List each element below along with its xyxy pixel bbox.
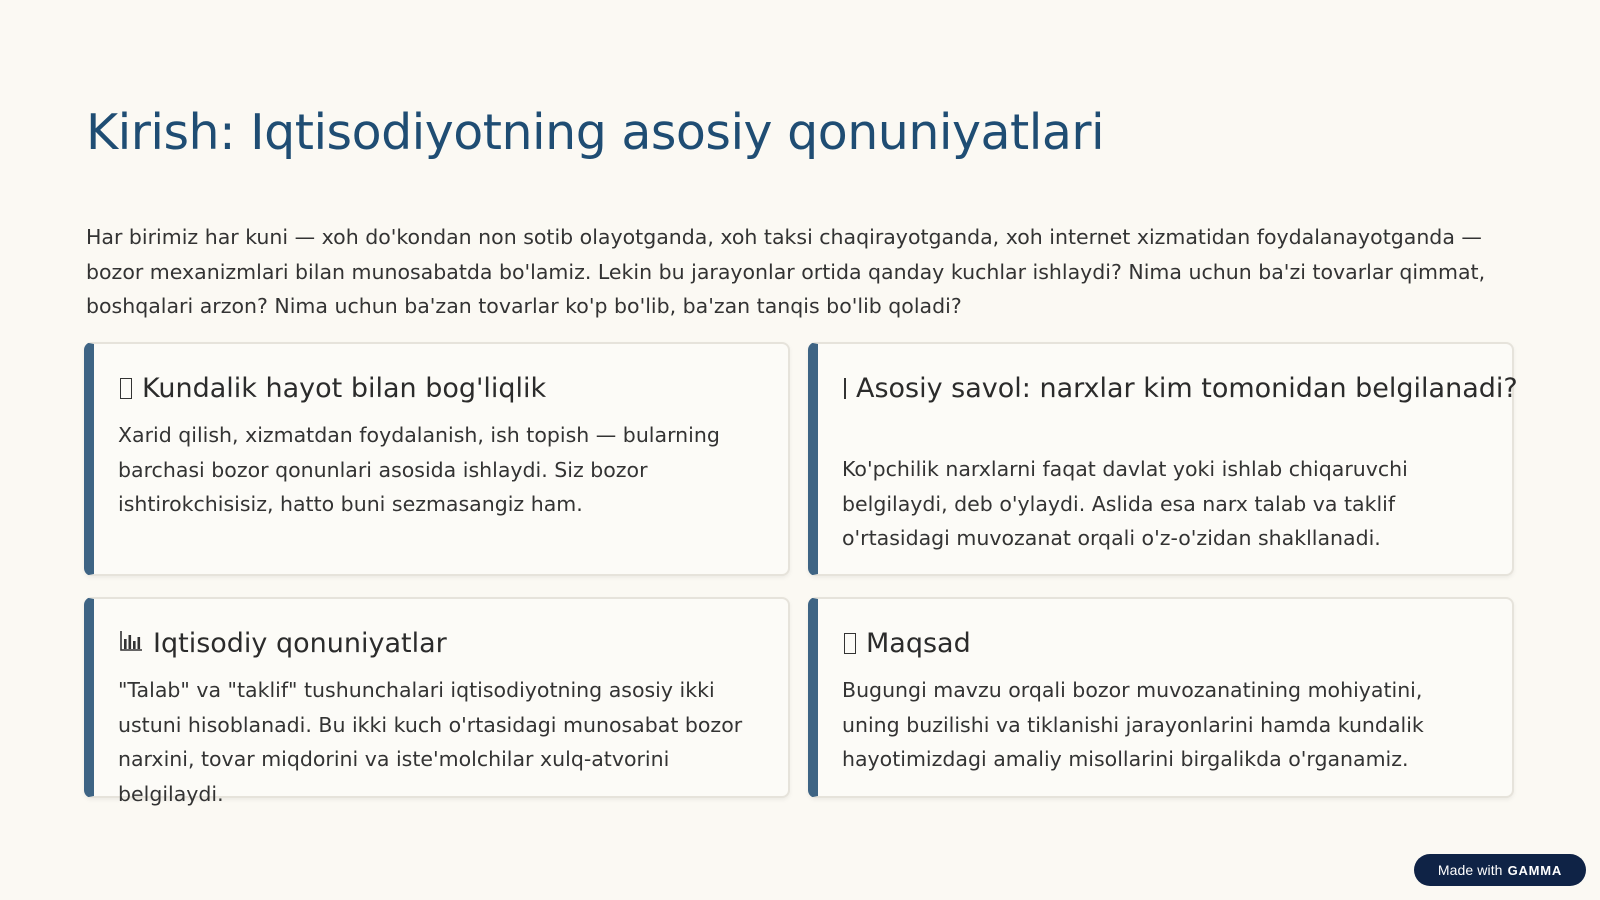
card-text: Ko'pchilik narxlarni faqat davlat yoki ishlab chiqaruvchi belgilaydi, deb o'ylaydi. Aslida esa narx talab va taklif o'rtasidagi muvozanat orqali o'z-o'zidan shakllanadi. [842, 457, 1408, 550]
card-main-question [808, 342, 1518, 576]
card-text: "Talab" va "taklif" tushunchalari iqtisodiyotning asosiy ikki ustuni hisoblanadi. Bu ikki kuch o'rtasidagi munosabat bozor narxini, tovar miqdorini va iste'molchilar xulq-atvorini belgilaydi. [118, 678, 743, 806]
card-goal [808, 597, 1514, 798]
card-heading-row [842, 623, 1486, 663]
card-heading: Maqsad [866, 627, 971, 659]
slide-title: Kirish: Iqtisodiyotning asosiy qonuniyatlari [86, 104, 1105, 161]
bar-chart-icon [119, 628, 143, 659]
card-heading-row [118, 368, 762, 408]
missing-glyph-box-icon [844, 633, 856, 654]
card-text: Xarid qilish, xizmatdan foydalanish, ish topish — bularning barchasi bozor qonunlari asosida ishlaydi. Siz bozor ishtirokchisisiz, hatto buni sezmasangiz ham. [118, 423, 720, 516]
made-with-gamma-badge[interactable] [1414, 854, 1586, 886]
gamma-logo: GAMMA [1507, 862, 1563, 878]
card-heading: Asosiy savol: narxlar kim tomonidan belgilanadi? [856, 372, 1518, 404]
card-heading: Iqtisodiy qonuniyatlar [153, 627, 447, 659]
missing-glyph-box-icon [120, 378, 132, 399]
card-heading: Kundalik hayot bilan bog'liqlik [142, 372, 547, 404]
card-heading-row [842, 368, 1518, 408]
missing-glyph-box-icon [844, 378, 846, 399]
intro-paragraph: Har birimiz har kuni — xoh do'kondan non sotib olayotganda, xoh taksi chaqirayotganda, xoh internet xizmatidan foydalanayotganda — bozor mexanizmlari bilan munosabatda bo'lamiz. Lekin bu jarayonlar ortida qanday kuchlar ishlaydi? Nima uchun ba'zi tovarlar qimmat, boshqalari arzon? Nima uchun ba'zan tovarlar ko'p bo'lib, ba'zan tanqis bo'lib qoladi? [86, 225, 1486, 318]
card-daily-life [84, 342, 790, 576]
badge-prefix: Made with [1437, 862, 1503, 878]
card-text: Bugungi mavzu orqali bozor muvozanatining mohiyatini, uning buzilishi va tiklanishi jarayonlarini hamda kundalik hayotimizdagi amaliy misollarini birgalikda o'rganamiz. [842, 678, 1424, 771]
card-economic-laws [84, 597, 790, 806]
card-heading-row [118, 623, 762, 663]
